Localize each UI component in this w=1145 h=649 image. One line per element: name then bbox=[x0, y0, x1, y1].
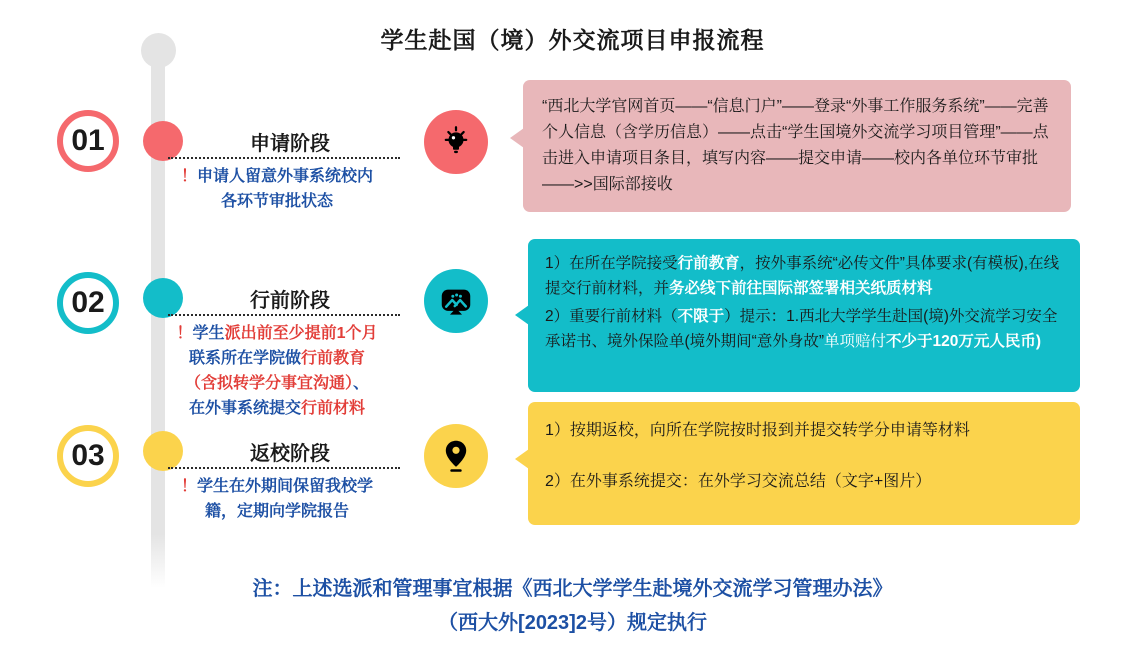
bubble-paragraph bbox=[542, 94, 1052, 198]
text-segment: 1）在所在学院接受 bbox=[545, 255, 678, 272]
bubble-paragraph bbox=[545, 304, 1063, 354]
stage-2-number-circle bbox=[57, 272, 119, 334]
text-segment: （含拟转学分事宜沟通） bbox=[184, 375, 353, 392]
location-pin-icon bbox=[424, 424, 488, 488]
stage-2-detail-bubble bbox=[528, 239, 1080, 392]
text-segment: ）提示：1.西北大学学生赴国(境)外交流学习安全承诺书、境外保险单(境外期间“意外身故” bbox=[545, 308, 1058, 350]
stage-1-divider bbox=[168, 157, 400, 159]
warning-line bbox=[117, 164, 437, 189]
stage-1-label: 申请阶段 bbox=[250, 133, 330, 155]
stage-3-label: 返校阶段 bbox=[250, 443, 330, 465]
text-segment: ！ bbox=[176, 325, 193, 342]
text-segment: 各环节审批状态 bbox=[220, 193, 333, 210]
text-segment: 不限于 bbox=[677, 308, 725, 325]
lightbulb-icon bbox=[424, 110, 488, 174]
footnote-line-1: 注：上述选派和管理事宜根据《西北大学学生赴境外交流学习管理办法》 bbox=[252, 578, 893, 600]
stage-3-number: 03 bbox=[71, 439, 105, 472]
stage-2-number: 02 bbox=[71, 286, 105, 319]
text-segment: 、 bbox=[353, 375, 370, 392]
text-segment: 2）在外事系统提交：在外学习交流总结（文字+图片） bbox=[545, 473, 932, 490]
footnote bbox=[0, 572, 1145, 640]
stage-3-number-circle bbox=[57, 425, 119, 487]
bubble-paragraph bbox=[545, 470, 1063, 494]
text-segment: 联系所在学院做 bbox=[188, 350, 301, 367]
text-segment: 学生在外期间保留我校学 bbox=[197, 478, 374, 495]
text-segment: 籍，定期向学院报告 bbox=[204, 503, 349, 520]
stage-3-divider bbox=[168, 467, 400, 469]
warning-line bbox=[117, 189, 437, 214]
stage-3-detail-bubble bbox=[528, 402, 1080, 525]
text-segment: ，按外事系统“必传文件”具体要求(有模板),在线提交行前材料，并 bbox=[545, 255, 1060, 297]
warning-line bbox=[117, 474, 437, 499]
text-segment: ！ bbox=[180, 168, 197, 185]
photo-icon bbox=[424, 269, 488, 333]
text-segment: 在外事系统提交 bbox=[188, 400, 301, 417]
stage-1-warning bbox=[117, 164, 437, 214]
warning-line bbox=[117, 346, 437, 371]
warning-line bbox=[117, 396, 437, 421]
warning-line bbox=[117, 371, 437, 396]
text-segment: 行前教育 bbox=[677, 255, 740, 272]
text-segment: 1）按期返校，向所在学院按时报到并提交转学分申请等材料 bbox=[545, 422, 970, 439]
text-segment: 不少于120万元人民币) bbox=[886, 333, 1042, 350]
stage-2-divider bbox=[168, 314, 400, 316]
stage-3-warning bbox=[117, 474, 437, 524]
bubble-paragraph bbox=[545, 251, 1063, 301]
stage-1-detail-bubble bbox=[523, 80, 1071, 212]
warning-line bbox=[117, 499, 437, 524]
text-segment: 行前教育 bbox=[301, 350, 366, 367]
text-segment: 务必线下前往国际部签署相关纸质材料 bbox=[669, 280, 933, 297]
stage-1-number: 01 bbox=[71, 124, 105, 157]
text-segment: 行前材料 bbox=[301, 400, 366, 417]
text-segment: “西北大学官网首页——“信息门户”——登录“外事工作服务系统”——完善个人信息（含学历信息）——点击“学生国境外交流学习项目管理”——点击进入申请项目条目，填写内容——提交申请——校内各单位环节审批——>>国际部接收 bbox=[542, 98, 1049, 193]
text-segment: 2）重要行前材料（ bbox=[545, 308, 678, 325]
footnote-line-2: （西大外[2023]2号）规定执行 bbox=[438, 612, 707, 634]
warning-line bbox=[117, 321, 437, 346]
stage-1-number-circle bbox=[57, 110, 119, 172]
stage-2-label: 行前阶段 bbox=[250, 290, 330, 312]
text-segment: 申请人留意外事系统校内 bbox=[197, 168, 374, 185]
bubble-paragraph bbox=[545, 419, 1063, 443]
text-segment: 派出前至少提前1个月 bbox=[224, 325, 378, 342]
text-segment: ！ bbox=[180, 478, 197, 495]
stage-2-warning bbox=[117, 321, 437, 421]
text-segment: 单项赔付 bbox=[824, 333, 887, 350]
page-title: 学生赴国（境）外交流项目申报流程 bbox=[380, 27, 765, 53]
text-segment: 学生 bbox=[192, 325, 225, 342]
